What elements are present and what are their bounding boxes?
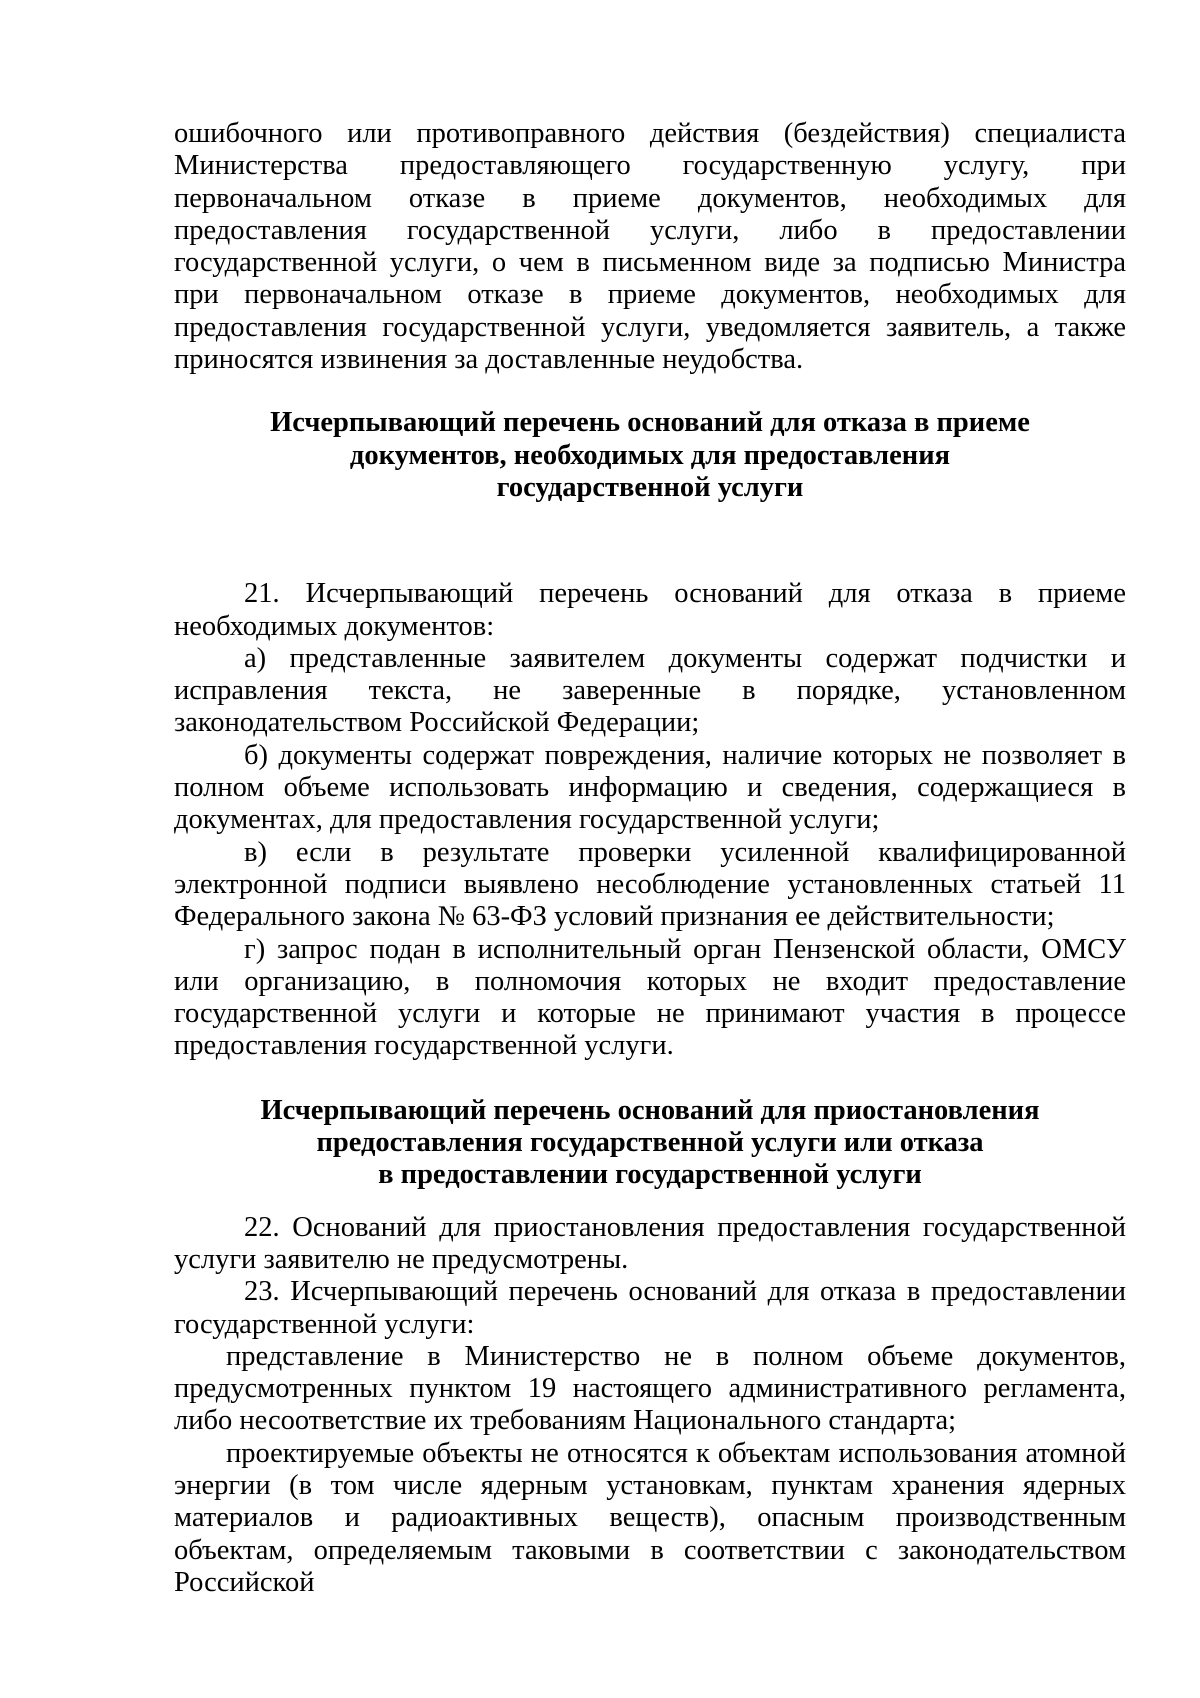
section1-heading-line: Исчерпывающий перечень оснований для отказа в приеме	[270, 407, 1030, 439]
reason-paragraph: проектируемые объекты не относятся к объектам использования атомной энергии (в том числе ядерным установкам, пунктам хранения ядерных материалов и радиоактивных веществ), опасным производственным объектам, определяемым таковыми в соответствии с законодательством Российской	[174, 1437, 1126, 1598]
item-21-b: б) документы содержат повреждения, наличие которых не позволяет в полном объеме использовать информацию и сведения, содержащиеся в документах, для предоставления государственной услуги;	[174, 739, 1126, 836]
item-22: 22. Оснований для приостановления предоставления государственной услуги заявителю не предусмотрены.	[174, 1211, 1126, 1275]
reason-paragraph: представление в Министерство не в полном объеме документов, предусмотренных пунктом 19 настоящего административного регламента, либо несоответствие их требованиям Национального стандарта;	[174, 1340, 1126, 1437]
section1-heading	[174, 407, 1126, 504]
section2-heading-line: предоставления государственной услуги или отказа	[316, 1127, 984, 1159]
document-page	[174, 118, 1126, 1599]
intro-paragraph: ошибочного или противоправного действия (бездействия) специалиста Министерства предоставляющего государственную услугу, при первоначальном отказе в приеме документов, необходимых для предоставления государственной услуги, либо в предоставлении государственной услуги, о чем в письменном виде за подписью Министра при первоначальном отказе в приеме документов, необходимых для предоставления государственной услуги, уведомляется заявитель, а также приносятся извинения за доставленные неудобства.	[174, 118, 1126, 376]
item-21: 21. Исчерпывающий перечень оснований для отказа в приеме необходимых документов:	[174, 578, 1126, 642]
item-21-g: г) запрос подан в исполнительный орган Пензенской области, ОМСУ или организацию, в полномочия которых не входит предоставление государственной услуги и которые не принимают участия в процессе предоставления государственной услуги.	[174, 933, 1126, 1062]
item-21-v: в) если в результате проверки усиленной квалифицированной электронной подписи выявлено несоблюдение установленных статьей 11 Федерального закона № 63-ФЗ условий признания ее действительности;	[174, 836, 1126, 933]
section1-heading-line: государственной услуги	[496, 471, 804, 503]
item-21-a: а) представленные заявителем документы содержат подчистки и исправления текста, не заверенные в порядке, установленном законодательством Российской Федерации;	[174, 642, 1126, 739]
section2-heading-line: в предоставлении государственной услуги	[378, 1159, 922, 1191]
section2-heading-line: Исчерпывающий перечень оснований для приостановления	[260, 1094, 1040, 1126]
section2-heading	[174, 1095, 1126, 1192]
section1-heading-line: документов, необходимых для предоставления	[349, 439, 951, 471]
item-23: 23. Исчерпывающий перечень оснований для отказа в предоставлении государственной услуги:	[174, 1276, 1126, 1340]
